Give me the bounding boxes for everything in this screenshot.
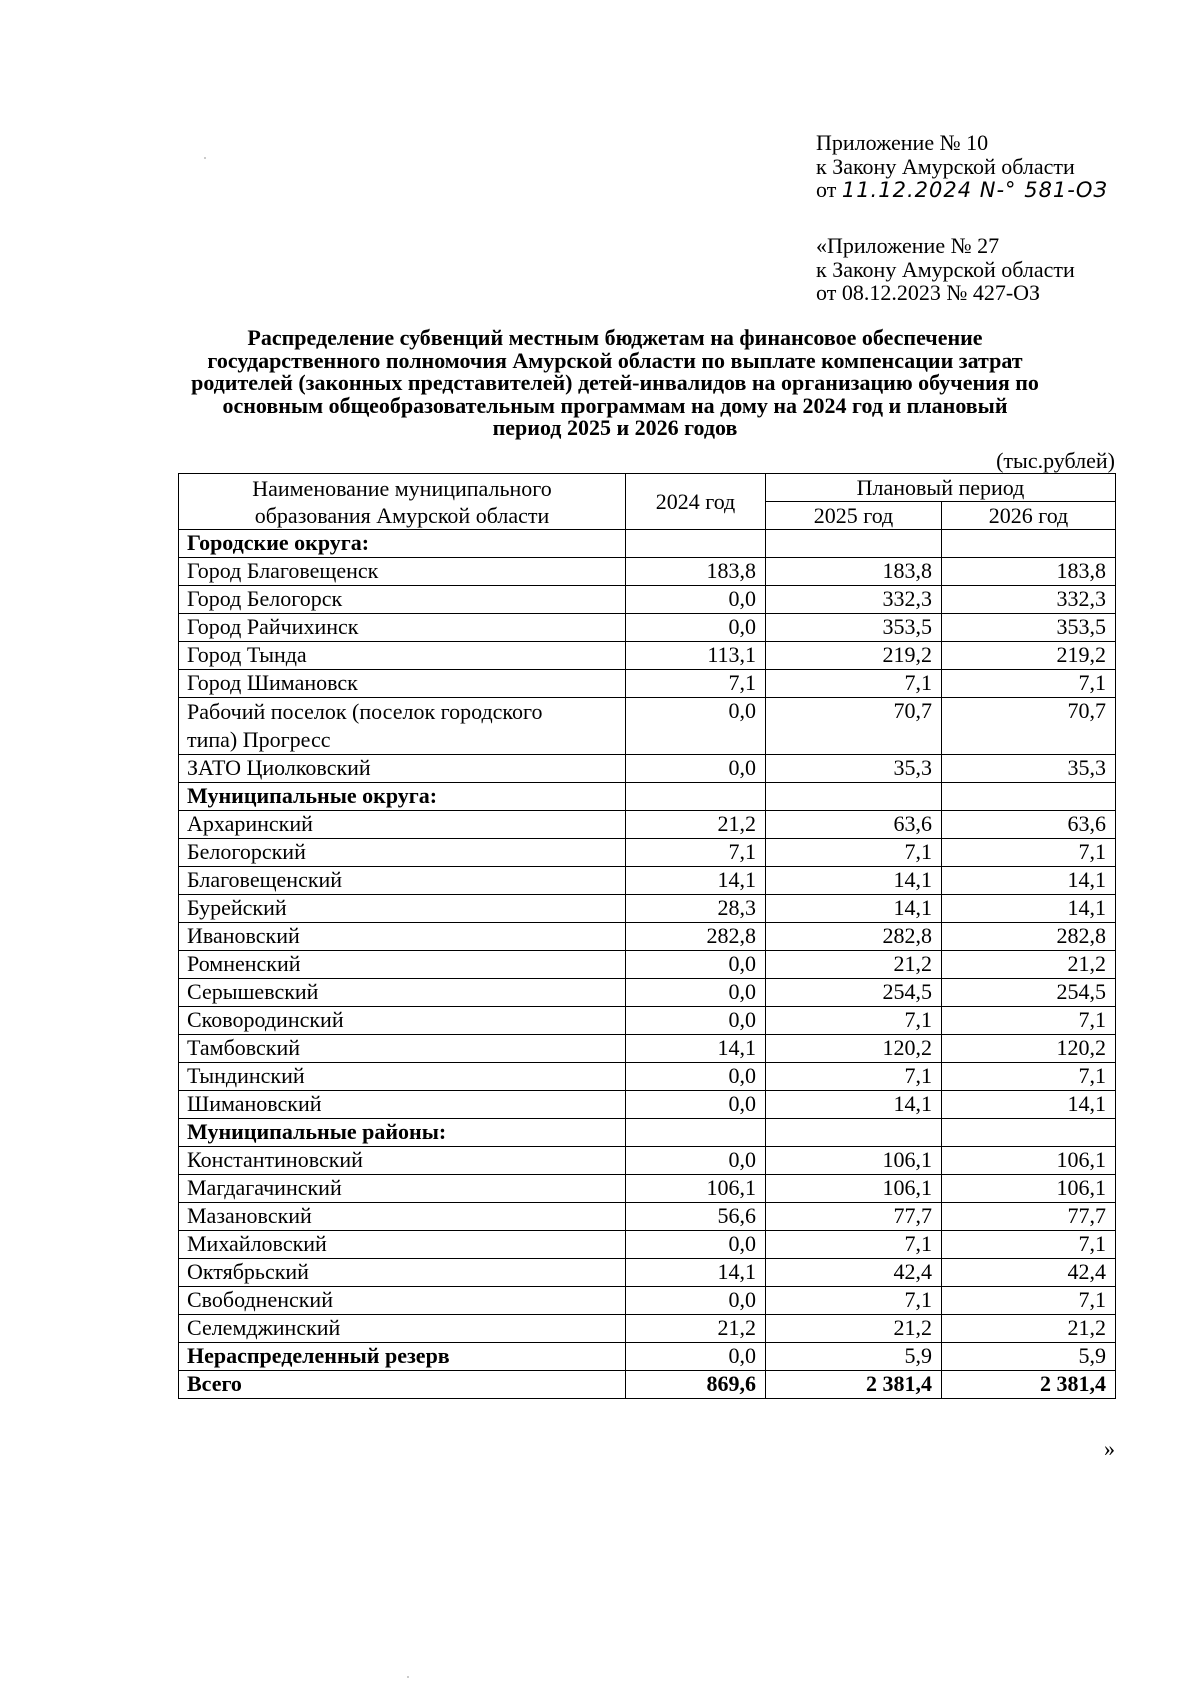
reserve-row	[179, 1343, 1116, 1371]
table-row	[179, 698, 1116, 755]
row-name: Белогорский	[179, 839, 626, 867]
table-row	[179, 1203, 1116, 1231]
value-2025: 7,1	[766, 1231, 942, 1259]
value-2026: 7,1	[942, 670, 1116, 698]
table-row	[179, 1259, 1116, 1287]
row-name: Магдагачинский	[179, 1175, 626, 1203]
empty-cell	[942, 530, 1116, 558]
table-row	[179, 755, 1116, 783]
value-2025: 70,7	[766, 698, 942, 755]
appendix-date-prefix: от	[816, 177, 842, 202]
value-2026: 70,7	[942, 698, 1116, 755]
appendix-header	[816, 131, 1108, 203]
table-row	[179, 586, 1116, 614]
row-name-line: типа) Прогресс	[187, 727, 331, 752]
table-row	[179, 979, 1116, 1007]
value-2025: 21,2	[766, 1315, 942, 1343]
value-2026: 63,6	[942, 811, 1116, 839]
header-municipality	[179, 474, 626, 530]
value-2026: 42,4	[942, 1259, 1116, 1287]
value-2024: 14,1	[626, 867, 766, 895]
value-2026: 5,9	[942, 1343, 1116, 1371]
appendix-number: Приложение № 10	[816, 130, 989, 155]
value-2024: 56,6	[626, 1203, 766, 1231]
value-2025: 35,3	[766, 755, 942, 783]
row-name: Тындинский	[179, 1063, 626, 1091]
row-name: Шимановский	[179, 1091, 626, 1119]
empty-cell	[942, 783, 1116, 811]
value-2026: 2 381,4	[942, 1371, 1116, 1399]
value-2024: 0,0	[626, 979, 766, 1007]
value-2025: 7,1	[766, 1063, 942, 1091]
table-row	[179, 670, 1116, 698]
handwritten-date-number: 11.12.2024 N-° 581-ОЗ	[841, 178, 1108, 202]
scan-speck	[204, 157, 206, 159]
value-2024: 0,0	[626, 1343, 766, 1371]
row-name: Мазановский	[179, 1203, 626, 1231]
table-row	[179, 951, 1116, 979]
value-2025: 21,2	[766, 951, 942, 979]
row-name: Селемджинский	[179, 1315, 626, 1343]
table-row	[179, 839, 1116, 867]
row-name: Нераспределенный резерв	[179, 1343, 626, 1371]
value-2024: 0,0	[626, 951, 766, 979]
value-2026: 35,3	[942, 755, 1116, 783]
value-2024: 0,0	[626, 1007, 766, 1035]
title-line: государственного полномочия Амурской области по выплате компенсации затрат	[207, 347, 1023, 373]
value-2024: 0,0	[626, 698, 766, 755]
value-2026: 219,2	[942, 642, 1116, 670]
table-row	[179, 1315, 1116, 1343]
section-title: Городские округа:	[179, 530, 626, 558]
empty-cell	[626, 783, 766, 811]
value-2026: 7,1	[942, 1063, 1116, 1091]
header-2025: 2025 год	[766, 502, 942, 530]
value-2024: 869,6	[626, 1371, 766, 1399]
closing-quote: »	[1104, 1436, 1115, 1461]
value-2025: 254,5	[766, 979, 942, 1007]
value-2026: 7,1	[942, 1287, 1116, 1315]
header-municipality-line: образования Амурской области	[254, 502, 550, 528]
header-2024: 2024 год	[626, 474, 766, 530]
row-name: Ивановский	[179, 923, 626, 951]
value-2025: 5,9	[766, 1343, 942, 1371]
value-2026: 77,7	[942, 1203, 1116, 1231]
row-name: Бурейский	[179, 895, 626, 923]
value-2025: 120,2	[766, 1035, 942, 1063]
value-2026: 14,1	[942, 1091, 1116, 1119]
title-line: основным общеобразовательным программам на дому на 2024 год и плановый	[222, 392, 1008, 418]
previous-appendix-date: от 08.12.2023 № 427-ОЗ	[816, 280, 1041, 305]
row-name: Тамбовский	[179, 1035, 626, 1063]
value-2026: 282,8	[942, 923, 1116, 951]
previous-appendix-header	[816, 234, 1075, 305]
row-name: Архаринский	[179, 811, 626, 839]
row-name: ЗАТО Циолковский	[179, 755, 626, 783]
row-name-line: Рабочий поселок (поселок городского	[187, 699, 543, 724]
previous-appendix-law-reference: к Закону Амурской области	[816, 256, 1075, 282]
value-2026: 120,2	[942, 1035, 1116, 1063]
total-row	[179, 1371, 1116, 1399]
value-2025: 14,1	[766, 867, 942, 895]
value-2026: 183,8	[942, 558, 1116, 586]
table-row	[179, 923, 1116, 951]
row-name: Ромненский	[179, 951, 626, 979]
value-2024: 106,1	[626, 1175, 766, 1203]
value-2024: 0,0	[626, 1063, 766, 1091]
value-2026: 7,1	[942, 1007, 1116, 1035]
table-row	[179, 1147, 1116, 1175]
value-2026: 21,2	[942, 951, 1116, 979]
row-name: Сковородинский	[179, 1007, 626, 1035]
table-header-row	[179, 474, 1116, 502]
value-2025: 7,1	[766, 670, 942, 698]
value-2024: 282,8	[626, 923, 766, 951]
title-line: период 2025 и 2026 годов	[492, 415, 738, 440]
value-2025: 14,1	[766, 895, 942, 923]
row-name: Город Шимановск	[179, 670, 626, 698]
value-2025: 7,1	[766, 1007, 942, 1035]
value-2024: 7,1	[626, 670, 766, 698]
value-2025: 14,1	[766, 1091, 942, 1119]
header-2026: 2026 год	[942, 502, 1116, 530]
table-row	[179, 1287, 1116, 1315]
value-2025: 183,8	[766, 558, 942, 586]
value-2025: 332,3	[766, 586, 942, 614]
value-2024: 183,8	[626, 558, 766, 586]
table-row	[179, 867, 1116, 895]
value-2024: 21,2	[626, 1315, 766, 1343]
table-row	[179, 1175, 1116, 1203]
section-row	[179, 530, 1116, 558]
units-label: (тыс.рублей)	[996, 448, 1115, 473]
row-name: Город Благовещенск	[179, 558, 626, 586]
value-2024: 0,0	[626, 1287, 766, 1315]
value-2024: 0,0	[626, 614, 766, 642]
value-2024: 0,0	[626, 586, 766, 614]
value-2026: 7,1	[942, 1231, 1116, 1259]
value-2024: 0,0	[626, 1231, 766, 1259]
table-row	[179, 1035, 1116, 1063]
row-name: Всего	[179, 1371, 626, 1399]
appendix-law-reference: к Закону Амурской области	[816, 153, 1075, 179]
value-2024: 14,1	[626, 1259, 766, 1287]
header-planned-period: Плановый период	[766, 474, 1116, 502]
table-row	[179, 1231, 1116, 1259]
value-2025: 2 381,4	[766, 1371, 942, 1399]
scan-speck	[407, 1676, 409, 1678]
value-2026: 332,3	[942, 586, 1116, 614]
table-row	[179, 895, 1116, 923]
empty-cell	[766, 530, 942, 558]
row-name: Свободненский	[179, 1287, 626, 1315]
table-row	[179, 614, 1116, 642]
value-2024: 28,3	[626, 895, 766, 923]
section-row	[179, 783, 1116, 811]
value-2026: 14,1	[942, 895, 1116, 923]
value-2025: 106,1	[766, 1175, 942, 1203]
row-name: Серышевский	[179, 979, 626, 1007]
row-name: Город Тында	[179, 642, 626, 670]
value-2025: 42,4	[766, 1259, 942, 1287]
title-line: Распределение субвенций местным бюджетам на финансовое обеспечение	[247, 325, 983, 350]
section-title: Муниципальные районы:	[179, 1119, 626, 1147]
header-municipality-line: Наименование муниципального	[252, 475, 552, 501]
table-row	[179, 558, 1116, 586]
empty-cell	[942, 1119, 1116, 1147]
table-row	[179, 1007, 1116, 1035]
section-row	[179, 1119, 1116, 1147]
value-2024: 113,1	[626, 642, 766, 670]
appendix-date-line	[816, 178, 1108, 203]
value-2024: 7,1	[626, 839, 766, 867]
table-row	[179, 811, 1116, 839]
value-2026: 7,1	[942, 839, 1116, 867]
row-name	[179, 698, 626, 755]
value-2024: 0,0	[626, 1147, 766, 1175]
value-2025: 7,1	[766, 1287, 942, 1315]
value-2025: 63,6	[766, 811, 942, 839]
table-row	[179, 1063, 1116, 1091]
empty-cell	[766, 1119, 942, 1147]
section-title: Муниципальные округа:	[179, 783, 626, 811]
empty-cell	[626, 530, 766, 558]
row-name: Город Белогорск	[179, 586, 626, 614]
table-row	[179, 1091, 1116, 1119]
document-title	[180, 327, 1050, 440]
value-2026: 353,5	[942, 614, 1116, 642]
empty-cell	[626, 1119, 766, 1147]
value-2025: 77,7	[766, 1203, 942, 1231]
row-name: Михайловский	[179, 1231, 626, 1259]
value-2024: 21,2	[626, 811, 766, 839]
row-name: Благовещенский	[179, 867, 626, 895]
value-2026: 106,1	[942, 1175, 1116, 1203]
previous-appendix-number: «Приложение № 27	[816, 233, 1000, 258]
value-2026: 21,2	[942, 1315, 1116, 1343]
value-2026: 106,1	[942, 1147, 1116, 1175]
value-2024: 14,1	[626, 1035, 766, 1063]
value-2025: 219,2	[766, 642, 942, 670]
table-row	[179, 642, 1116, 670]
value-2025: 282,8	[766, 923, 942, 951]
row-name: Октябрьский	[179, 1259, 626, 1287]
value-2024: 0,0	[626, 1091, 766, 1119]
subvention-distribution-table	[178, 473, 1116, 1399]
value-2026: 14,1	[942, 867, 1116, 895]
row-name: Город Райчихинск	[179, 614, 626, 642]
empty-cell	[766, 783, 942, 811]
value-2026: 254,5	[942, 979, 1116, 1007]
value-2024: 0,0	[626, 755, 766, 783]
value-2025: 106,1	[766, 1147, 942, 1175]
row-name: Константиновский	[179, 1147, 626, 1175]
value-2025: 353,5	[766, 614, 942, 642]
value-2025: 7,1	[766, 839, 942, 867]
title-line: родителей (законных представителей) детей-инвалидов на организацию обучения по	[191, 370, 1039, 395]
